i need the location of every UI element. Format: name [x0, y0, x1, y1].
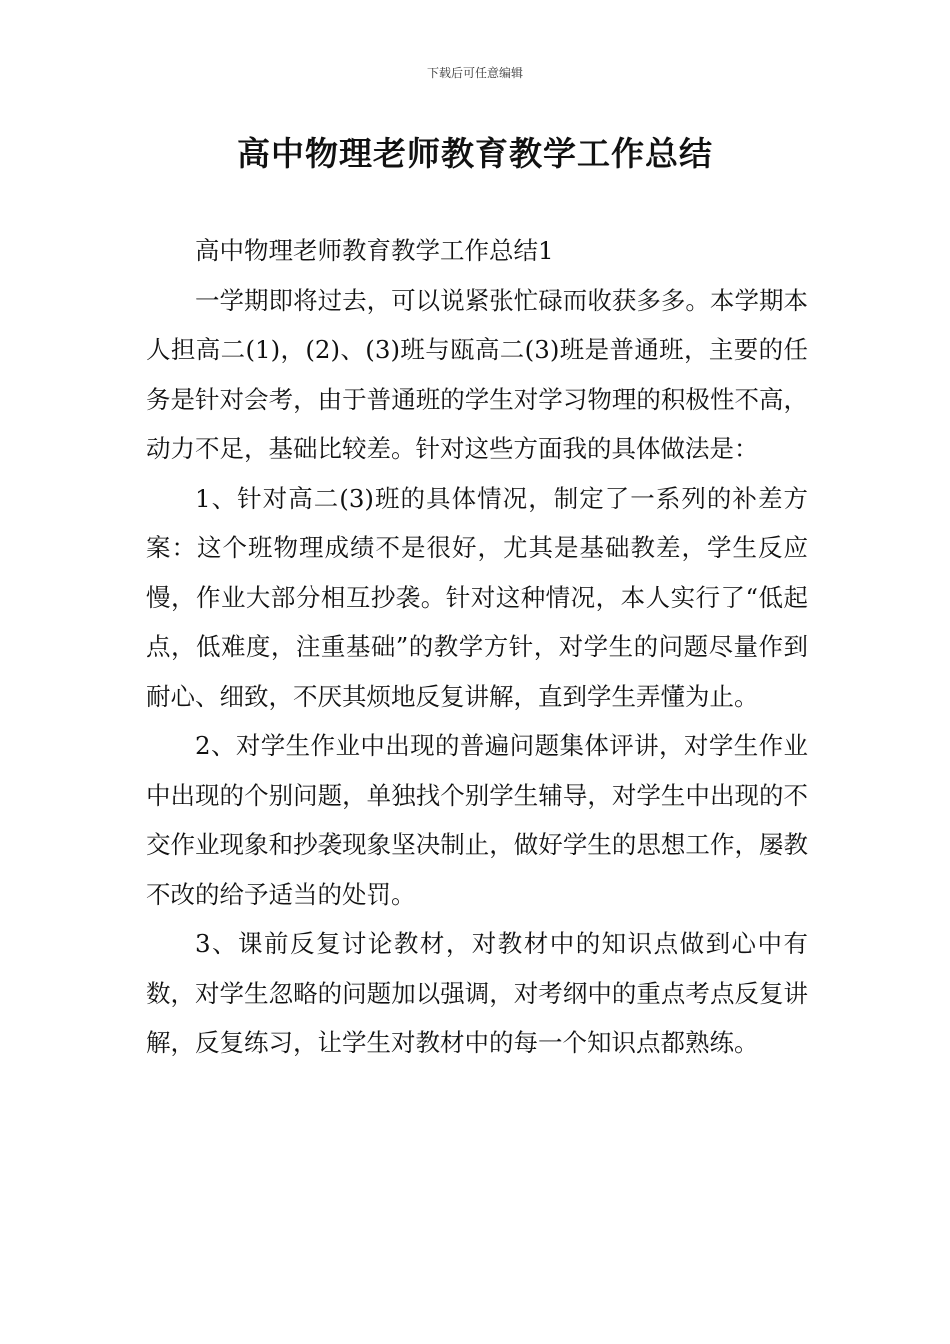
paragraph-point-2: 2、对学生作业中出现的普遍问题集体评讲，对学生作业中出现的个别问题，单独找个别学生辅导，对学生中出现的不交作业现象和抄袭现象坚决制止，做好学生的思想工作，屡教不改的给予适当的处罚。	[146, 731, 808, 909]
document-title: 高中物理老师教育教学工作总结	[237, 134, 713, 173]
paragraph-point-3: 3、课前反复讨论教材，对教材中的知识点做到心中有数，对学生忽略的问题加以强调，对考纲中的重点考点反复讲解，反复练习，让学生对教材中的每一个知识点都熟练。	[146, 929, 808, 1057]
paragraph-intro: 一学期即将过去，可以说紧张忙碌而收获多多。本学期本人担高二(1)，(2)、(3)班与瓯高二(3)班是普通班，主要的任务是针对会考，由于普通班的学生对学习物理的积极性不高，动力不足，基础比较差。针对这些方面我的具体做法是：	[146, 285, 808, 463]
document-body	[146, 226, 808, 1068]
section-heading: 高中物理老师教育教学工作总结1	[195, 236, 554, 265]
header-note: 下载后可任意编辑	[426, 66, 523, 80]
paragraph-point-1: 1、针对高二(3)班的具体情况，制定了一系列的补差方案：这个班物理成绩不是很好，尤其是基础教差，学生反应慢，作业大部分相互抄袭。针对这种情况，本人实行了“低起点，低难度，注重基础”的教学方针，对学生的问题尽量作到耐心、细致，不厌其烦地反复讲解，直到学生弄懂为止。	[146, 483, 808, 711]
